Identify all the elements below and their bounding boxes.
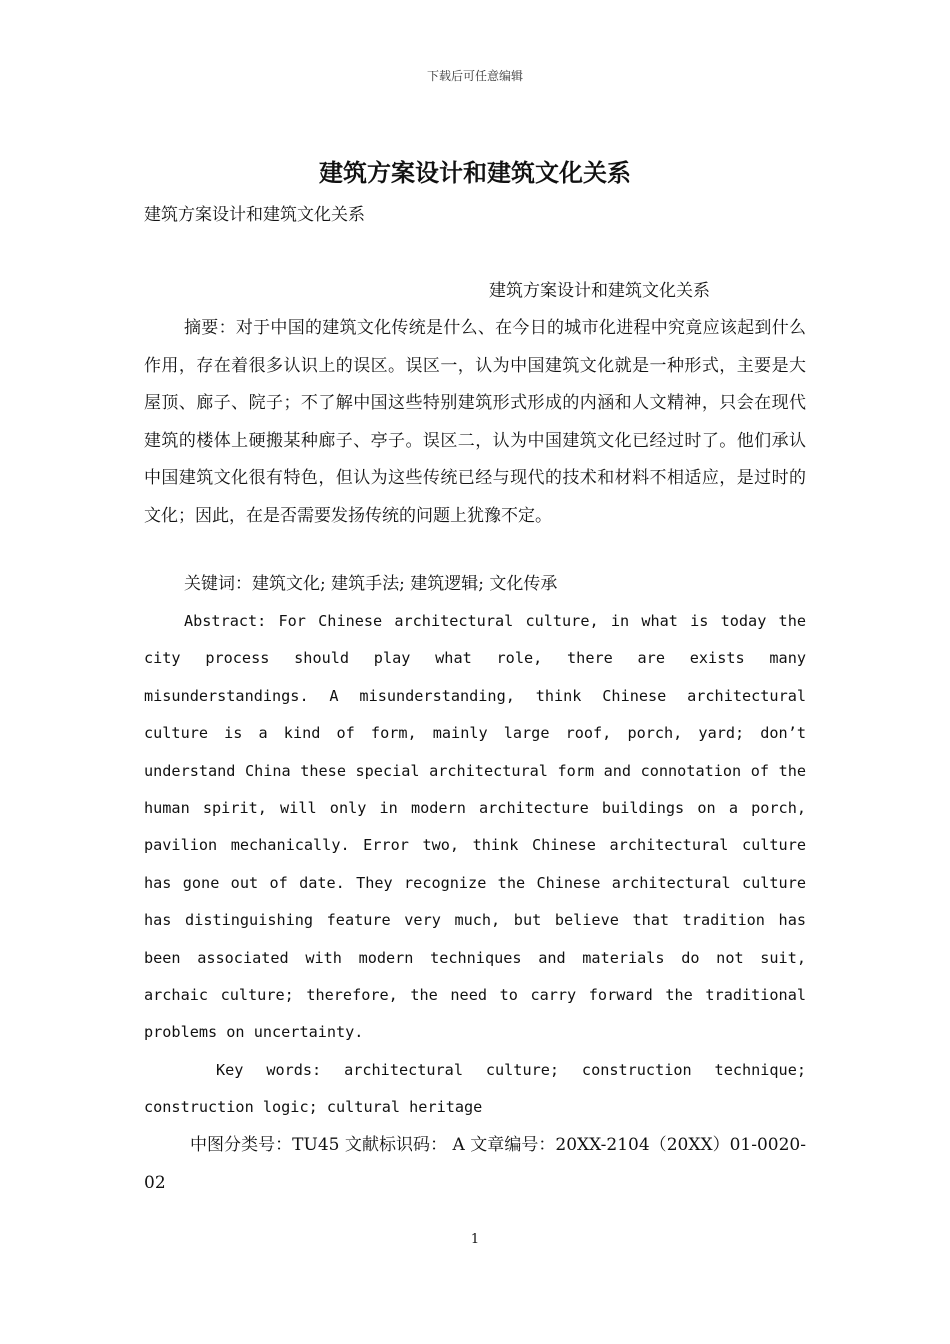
right-aligned-title: 建筑方案设计和建筑文化关系	[489, 281, 710, 301]
classification-line: 中图分类号：TU45 文献标识码： A 文章编号：20XX-2104（20XX）01-0020-02	[144, 1135, 806, 1193]
document-subtitle: 建筑方案设计和建筑文化关系	[144, 205, 365, 225]
header-note: 下载后可任意编辑	[426, 69, 523, 83]
document-title: 建筑方案设计和建筑文化关系	[319, 158, 631, 187]
abstract-chinese: 摘要：对于中国的建筑文化传统是什么、在今日的城市化进程中究竟应该起到什么作用，存在着很多认识上的误区。误区一，认为中国建筑文化就是一种形式，主要是大屋顶、廊子、院子；不了解中国这些特别建筑形式形成的内涵和人文精神，只会在现代建筑的楼体上硬搬某种廊子、亭子。误区二，认为中国建筑文化已经过时了。他们承认中国建筑文化很有特色，但认为这些传统已经与现代的技术和材料不相适应，是过时的文化；因此，在是否需要发扬传统的问题上犹豫不定。	[144, 318, 806, 526]
keywords-chinese: 关键词：建筑文化; 建筑手法; 建筑逻辑; 文化传承	[184, 574, 558, 594]
page-number: 1	[470, 1232, 480, 1247]
keywords-english: Key words: architectural culture; construction technique; construction logic; cultural heritage	[144, 1061, 806, 1117]
abstract-english: Abstract: For Chinese architectural culture, in what is today the city process should play what role, there are exists many misunderstandings. A misunderstanding, think Chinese architectural culture is a kind of form, mainly large roof, porch, yard; don’t understand China these special architectural form and connotation of the human spirit, will only in modern architecture buildings on a porch, pavilion mechanically. Error two, think Chinese architectural culture has gone out of date. They recognize the Chinese architectural culture has distinguishing feature very much, but believe that tradition has been associated with modern techniques and materials do not suit, archaic culture; therefore, the need to carry forward the traditional problems on uncertainty.	[144, 612, 806, 1042]
